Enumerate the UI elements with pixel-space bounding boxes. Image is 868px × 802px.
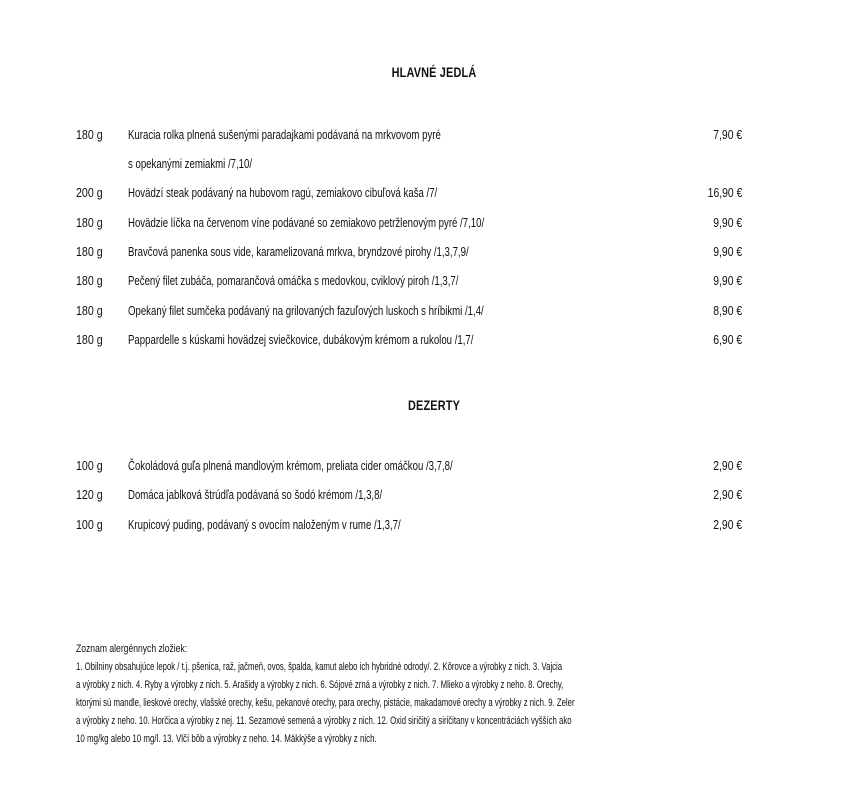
allergen-line: 1. Obilniny obsahujúce lepok / t.j. pšenica, raž, jačmeň, ovos, špalda, kamut alebo ich hybridné odrody/. 2. Kôrovce a výrobky z nich. 3. Vajcia [76,661,563,673]
menu-item-row [76,243,744,261]
allergen-line: ktorými sú mandle, lieskové orechy, vlašské orechy, kešu, pekanové orechy, para orechy, pistácie, makadamové orechy a výrobky z nich. 9. Zeler [76,697,575,709]
allergen-line: a výrobky z neho. 10. Horčica a výrobky z nej. 11. Sezamové semená a výrobky z nich. 12. Oxid siričitý a siričitany v koncentráciách vyšších ako [76,715,572,727]
menu-item-row [76,184,744,202]
allergen-line: a výrobky z nich. 4. Ryby a výrobky z nich. 5. Arašidy a výrobky z nich. 6. Sójové zrná a výrobky z nich. 7. Mlieko a výrobky z neho. 8. Orechy, [76,679,564,691]
item-description: Domáca jablková štrúdľa podávaná so šodó krémom /1,3,8/ [128,487,383,502]
item-weight: 180 g [76,273,103,288]
item-weight: 100 g [76,458,103,473]
item-description: Krupicový puding, podávaný s ovocím naloženým v rume /1,3,7/ [128,517,401,532]
menu-item-row [76,302,744,320]
menu-item-row [76,126,744,144]
item-description: Čokoládová guľa plnená mandlovým krémom, preliata cider omáčkou /3,7,8/ [128,458,453,473]
menu-item-row-continuation [76,155,744,173]
menu-item-row [76,331,744,349]
menu-item-row [76,214,744,232]
item-description: Pečený filet zubáča, pomarančová omáčka s medovkou, cviklový piroh /1,3,7/ [128,273,459,288]
item-description: Hovädzí steak podávaný na hubovom ragú, zemiakovo cibuľová kaša /7/ [128,185,438,200]
allergen-list-title: Zoznam alergénnych zložiek: [76,643,188,655]
item-description: Kuracia rolka plnená sušenými paradajkami podávaná na mrkvovom pyré [128,127,441,142]
menu-item-row [76,516,744,534]
item-price: 2,90 € [713,458,742,473]
item-weight: 180 g [76,215,103,230]
item-description: Pappardelle s kúskami hovädzej sviečkovice, dubákovým krémom a rukolou /1,7/ [128,332,474,347]
item-weight: 200 g [76,185,103,200]
item-description: Hovädzie líčka na červenom víne podávané so zemiakovo petržlenovým pyré /7,10/ [128,215,485,230]
item-price: 9,90 € [713,244,742,259]
item-price: 2,90 € [713,487,742,502]
item-weight: 100 g [76,517,103,532]
item-weight: 180 g [76,127,103,142]
menu-item-row [76,272,744,290]
item-description: Bravčová panenka sous vide, karamelizovaná mrkva, bryndzové pirohy /1,3,7,9/ [128,244,469,259]
item-price: 9,90 € [713,273,742,288]
item-description: Opekaný filet sumčeka podávaný na grilovaných fazuľových luskoch s hríbikmi /1,4/ [128,303,484,318]
item-weight: 180 g [76,244,103,259]
item-price: 9,90 € [713,215,742,230]
menu-item-row [76,486,744,504]
item-price: 7,90 € [713,127,742,142]
allergen-list [76,640,794,748]
item-price: 6,90 € [713,332,742,347]
menu-item-row [76,457,744,475]
main-dishes-heading: HLAVNÉ JEDLÁ [391,64,477,80]
allergen-line: 10 mg/kg alebo 10 mg/l. 13. Vlčí bôb a výrobky z neho. 14. Mäkkýše a výrobky z nich. [76,733,377,745]
desserts-heading: DEZERTY [407,397,461,413]
item-price: 2,90 € [713,517,742,532]
item-weight: 180 g [76,332,103,347]
item-description: s opekanými zemiakmi /7,10/ [128,156,253,171]
item-weight: 180 g [76,303,103,318]
item-price: 16,90 € [707,185,742,200]
item-price: 8,90 € [713,303,742,318]
item-weight: 120 g [76,487,103,502]
